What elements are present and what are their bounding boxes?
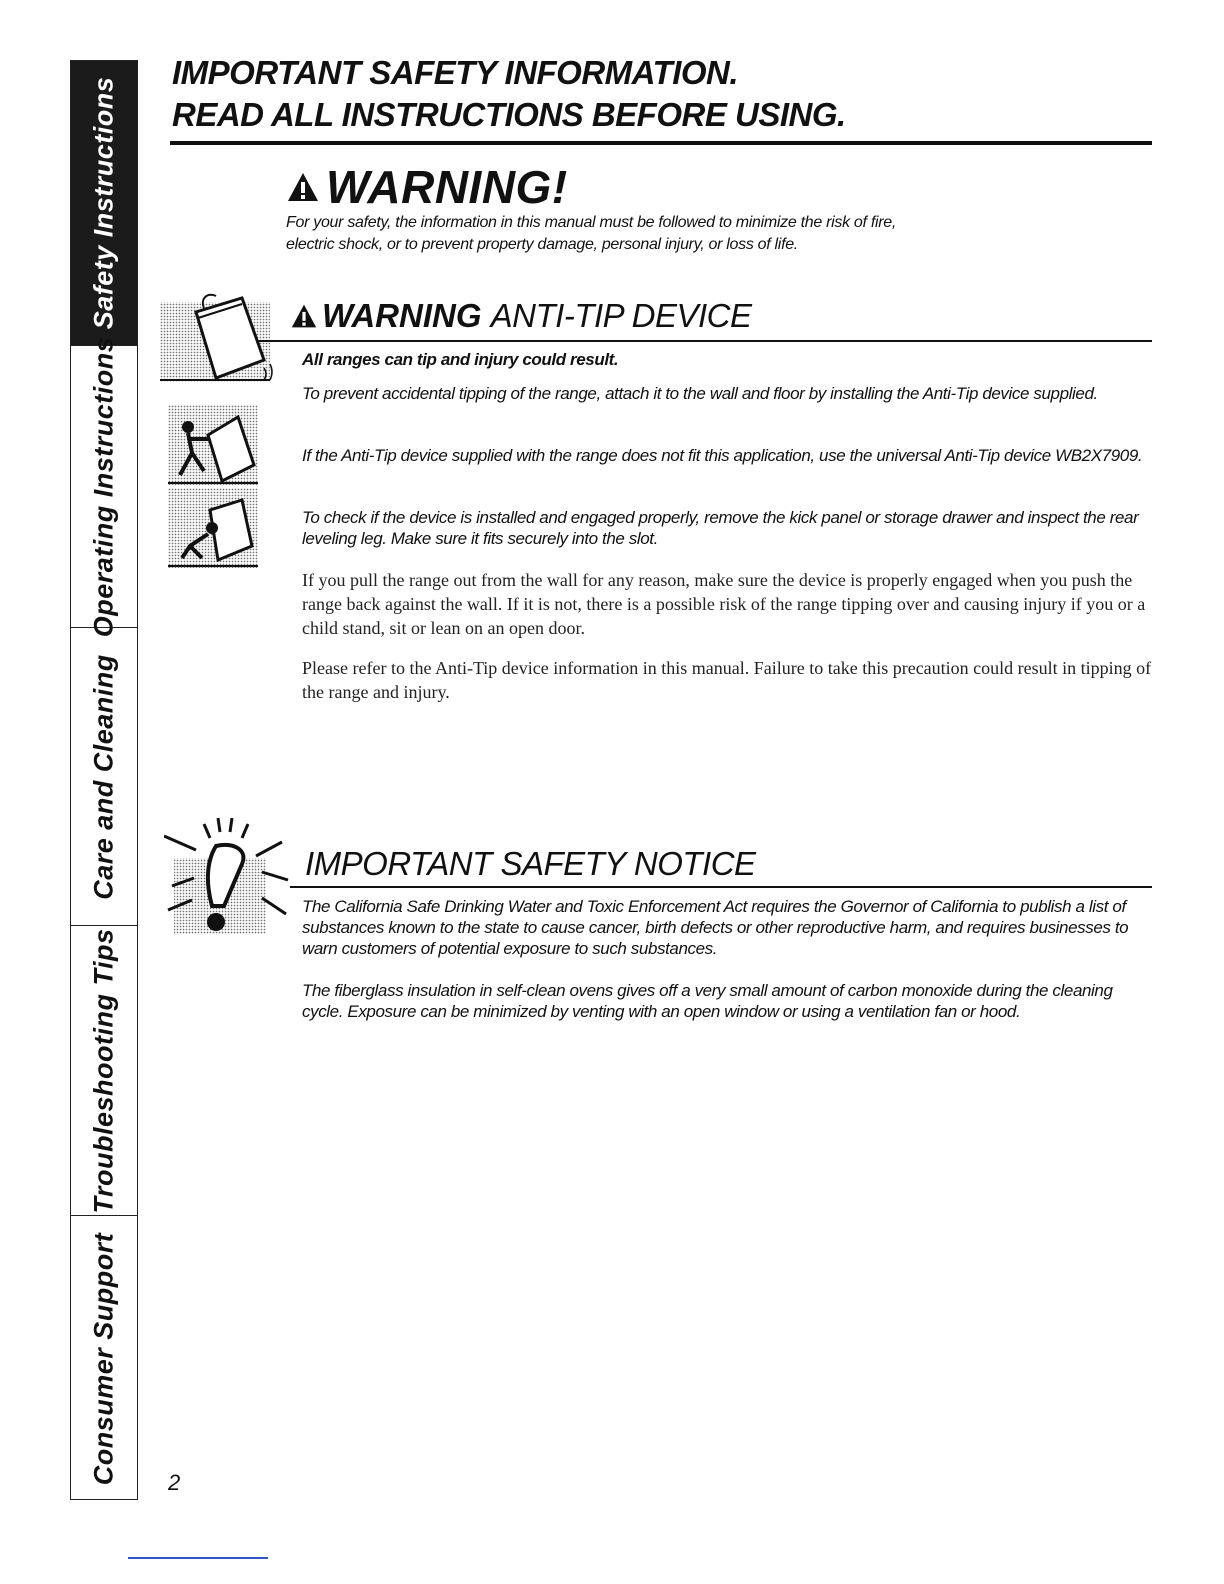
tab-label: Operating Instructions [88, 336, 119, 637]
tab-label: Troubleshooting Tips [88, 928, 119, 1213]
tab-safety-instructions[interactable] [71, 61, 137, 346]
section-tabs [70, 60, 138, 1500]
header-divider [170, 141, 1152, 145]
anti-tip-paragraph-4: If you pull the range out from the wall for any reason, make sure the device is properly engaged when you push the range back against the wall. If it is not, there is a possible risk of the range tipping over and causing injury if you or a child stand, sit or lean on an open door. [302, 570, 1146, 638]
exclamation-alert-icon [164, 814, 294, 942]
page-title [172, 52, 846, 136]
warning-line-1: For your safety, the information in this manual must be followed to minimize the risk of fire, [286, 214, 896, 231]
safety-notice-heading: IMPORTANT SAFETY NOTICE [305, 845, 756, 882]
page-number: 2 [168, 1470, 181, 1495]
tab-label: Consumer Support [88, 1232, 119, 1485]
anti-tip-heading-bold: WARNING [322, 297, 482, 334]
footer-line [128, 1557, 268, 1559]
tab-label: Safety Instructions [88, 76, 119, 330]
tab-consumer-support[interactable] [71, 1216, 137, 1501]
tab-care-and-cleaning[interactable] [71, 628, 137, 926]
safety-notice-divider [290, 886, 1152, 888]
safety-notice-paragraph-1: The California Safe Drinking Water and Toxic Enforcement Act requires the Governor of California to publish a list of substances known to the state to cause cancer, birth defects or other reproductive harm, and requires businesses to warn customers of potential exposure to such substances. [302, 897, 1129, 958]
anti-tip-divider [258, 340, 1152, 342]
anti-tip-heading-rest: ANTI-TIP DEVICE [490, 297, 752, 334]
warning-title-text: WARNING! [326, 161, 568, 213]
tab-label: Care and Cleaning [88, 653, 119, 900]
warning-triangle-icon [290, 303, 318, 329]
range-tipping-icon [160, 282, 280, 387]
anti-tip-paragraph-1: To prevent accidental tipping of the range, attach it to the wall and floor by installing the Anti-Tip device supplied. [302, 384, 1098, 403]
warning-triangle-icon [286, 171, 320, 203]
anti-tip-lead: All ranges can tip and injury could result. [302, 350, 619, 369]
anti-tip-paragraph-3: To check if the device is installed and engaged properly, remove the kick panel or storage drawer and inspect the rear leveling leg. Make sure it fits securely into the slot. [302, 508, 1139, 548]
title-line-1: IMPORTANT SAFETY INFORMATION. [172, 54, 739, 91]
anti-tip-paragraph-5: Please refer to the Anti-Tip device information in this manual. Failure to take this precaution could result in tipping of the range and injury. [302, 658, 1152, 702]
warning-body [286, 212, 1146, 256]
title-line-2: READ ALL INSTRUCTIONS BEFORE USING. [172, 96, 846, 133]
range-falling-on-child-icon [168, 488, 258, 570]
child-tipping-range-icon [168, 405, 258, 485]
warning-title [286, 162, 568, 212]
safety-notice-paragraph-2: The fiberglass insulation in self-clean ovens gives off a very small amount of carbon monoxide during the cleaning cycle. Exposure can be minimized by venting with an open window or using a ventilation fan or hood. [302, 981, 1113, 1021]
tab-troubleshooting-tips[interactable] [71, 926, 137, 1216]
anti-tip-heading [290, 296, 751, 336]
warning-line-2: electric shock, or to prevent property damage, personal injury, or loss of life. [286, 236, 798, 253]
tab-operating-instructions[interactable] [71, 336, 137, 637]
anti-tip-paragraph-2: If the Anti-Tip device supplied with the range does not fit this application, use the universal Anti-Tip device WB2X7909. [302, 446, 1143, 465]
